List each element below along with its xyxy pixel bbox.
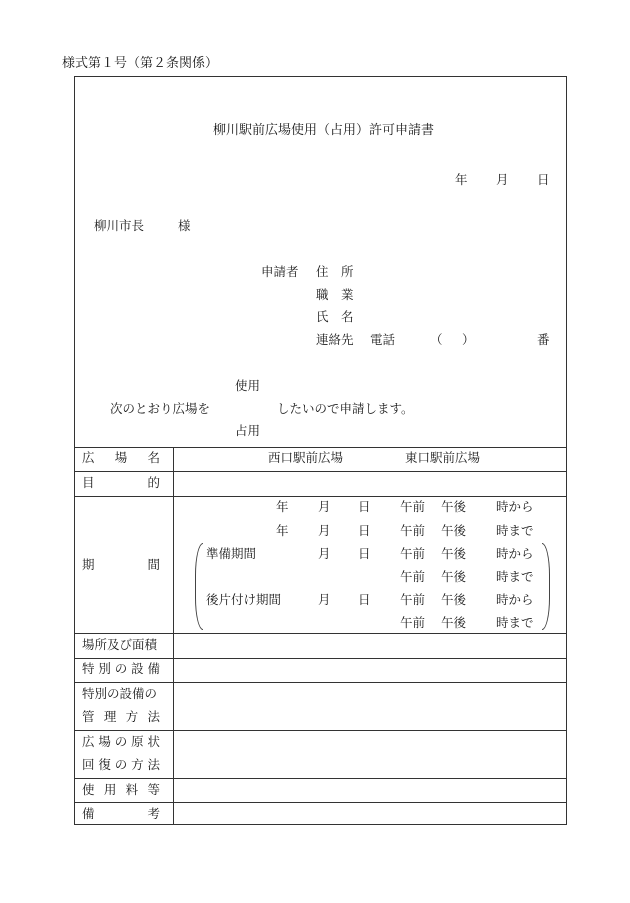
period-start-day: 日 — [358, 499, 371, 514]
applicant-label: 申請者 — [261, 264, 299, 279]
prep-month: 月 — [318, 546, 331, 561]
prep-start-from: 時から — [496, 546, 534, 561]
addressee-honorific: 様 — [178, 218, 191, 233]
applicant-address-label: 住 所 — [316, 264, 354, 279]
prep-start-am: 午前 — [400, 546, 426, 561]
period-start-from: 時から — [496, 499, 534, 514]
row-divider — [74, 658, 567, 659]
cleanup-start-from: 時から — [496, 592, 534, 607]
special-mgmt-label-line2: 管 理 方 法 — [82, 709, 160, 724]
restore-label-line2: 回 復 の 方 法 — [82, 757, 160, 772]
period-start-am: 午前 — [400, 499, 426, 514]
request-prefix: 次のとおり広場を — [110, 401, 211, 416]
period-label: 期 間 — [82, 557, 160, 572]
column-divider — [173, 447, 174, 825]
plaza-option-east[interactable]: 東口駅前広場 — [405, 450, 481, 465]
prep-day: 日 — [358, 546, 371, 561]
restore-label-line1: 広 場 の 原 状 — [82, 734, 160, 749]
applicant-occupation-label: 職 業 — [316, 287, 354, 302]
phone-paren-close: ） — [462, 332, 475, 347]
date-year: 年 — [455, 172, 468, 187]
prep-end-am: 午前 — [400, 569, 426, 584]
phone-number-suffix: 番 — [537, 332, 550, 347]
cleanup-end-pm: 午後 — [441, 615, 467, 630]
row-divider — [74, 682, 567, 683]
cleanup-end-am: 午前 — [400, 615, 426, 630]
paren-left — [195, 543, 203, 630]
applicant-phone-label: 電話 — [370, 332, 396, 347]
row-divider — [74, 447, 567, 448]
form-number: 様式第１号（第２条関係） — [62, 56, 219, 71]
period-end-day: 日 — [358, 523, 371, 538]
addressee-name: 柳川市長 — [94, 218, 145, 233]
period-end-year: 年 — [276, 523, 289, 538]
special-equipment-label: 特 別 の 設 備 — [82, 661, 160, 676]
form-title: 柳川駅前広場使用（占用）許可申請書 — [213, 123, 435, 138]
period-end-am: 午前 — [400, 523, 426, 538]
prep-start-pm: 午後 — [441, 546, 467, 561]
applicant-name-label: 氏 名 — [316, 309, 354, 324]
applicant-contact-label: 連絡先 — [316, 332, 354, 347]
row-divider — [74, 778, 567, 779]
cleanup-start-pm: 午後 — [441, 592, 467, 607]
period-end-month: 月 — [318, 523, 331, 538]
cleanup-end-until: 時まで — [496, 615, 534, 630]
row-divider — [74, 802, 567, 803]
cleanup-period-label: 後片付け期間 — [206, 592, 282, 607]
prep-end-pm: 午後 — [441, 569, 467, 584]
prep-end-until: 時まで — [496, 569, 534, 584]
request-use: 使用 — [235, 378, 261, 393]
row-divider — [74, 633, 567, 634]
purpose-label: 目 的 — [82, 475, 160, 490]
plaza-name-label: 広 場 名 — [82, 450, 160, 465]
plaza-option-west[interactable]: 西口駅前広場 — [268, 450, 344, 465]
row-divider — [74, 496, 567, 497]
phone-paren-open: （ — [430, 332, 443, 347]
period-end-pm: 午後 — [441, 523, 467, 538]
fee-label: 使 用 料 等 — [82, 782, 160, 797]
cleanup-day: 日 — [358, 592, 371, 607]
cleanup-start-am: 午前 — [400, 592, 426, 607]
date-month: 月 — [496, 172, 509, 187]
request-occupy: 占用 — [235, 423, 261, 438]
row-divider — [74, 471, 567, 472]
date-day: 日 — [537, 172, 550, 187]
period-end-until: 時まで — [496, 523, 534, 538]
remarks-label: 備 考 — [82, 806, 160, 821]
period-start-pm: 午後 — [441, 499, 467, 514]
special-mgmt-label-line1: 特別の設備の — [82, 686, 158, 701]
cleanup-month: 月 — [318, 592, 331, 607]
location-area-label: 場所及び面積 — [82, 637, 158, 652]
request-suffix: したいので申請します。 — [277, 401, 414, 416]
period-start-year: 年 — [276, 499, 289, 514]
prep-period-label: 準備期間 — [206, 546, 257, 561]
period-start-month: 月 — [318, 499, 331, 514]
row-divider — [74, 730, 567, 731]
